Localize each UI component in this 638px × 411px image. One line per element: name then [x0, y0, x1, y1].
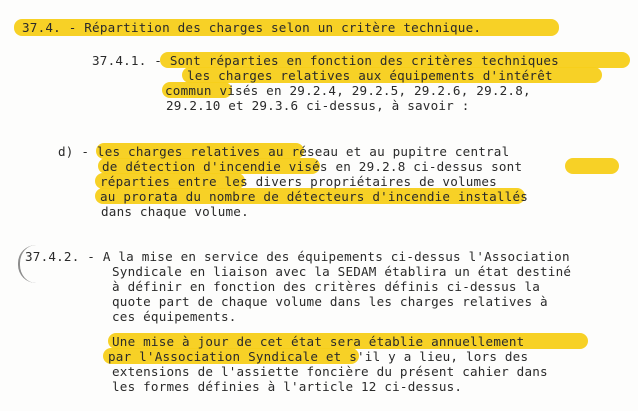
s2-line-7: par l'Association Syndicale et s'il y a lieu, lors des: [108, 349, 529, 364]
s2-line-8: extensions de l'assiette foncière du présent cahier dans: [112, 364, 548, 379]
d-line-2: de détection d'incendie visés en 29.2.8 ci-dessus sont: [102, 159, 523, 174]
d-line-1: d) - les charges relatives au réseau et au pupitre central: [58, 144, 510, 159]
s1-line-1: 37.4.1. - Sont réparties en fonction des critères techniques: [92, 53, 559, 68]
s2-line-6: Une mise à jour de cet état sera établie annuellement: [112, 334, 525, 349]
highlight-d-l2b: [565, 158, 619, 174]
s2-line-2: Syndicale en liaison avec la SEDAM établira un état destiné: [112, 264, 572, 279]
section-heading: 37.4. - Répartition des charges selon un critère technique.: [22, 20, 482, 35]
s1-line-2: les charges relatives aux équipements d'intérêt: [187, 68, 553, 83]
s2-line-1: 37.4.2. - A la mise en service des équipements ci-dessus l'Association: [25, 249, 570, 264]
s2-line-9: les formes définies à l'article 12 ci-dessus.: [112, 379, 463, 394]
s2-line-5: ces équipements.: [112, 309, 237, 324]
d-line-5: dans chaque volume.: [101, 204, 249, 219]
s2-line-4: quote part de chaque volume dans les charges relatives à: [112, 294, 548, 309]
d-line-4: au prorata du nombre de détecteurs d'incendie installés: [100, 189, 529, 204]
d-line-3: réparties entre les divers propriétaires de volumes: [100, 174, 497, 189]
s1-line-3: commun visés en 29.2.4, 29.2.5, 29.2.6, 29.2.8,: [165, 83, 531, 98]
s1-line-4: 29.2.10 et 29.3.6 ci-dessus, à savoir :: [166, 98, 470, 113]
s2-line-3: à définir en fonction des critères définis ci-dessus la: [112, 279, 541, 294]
